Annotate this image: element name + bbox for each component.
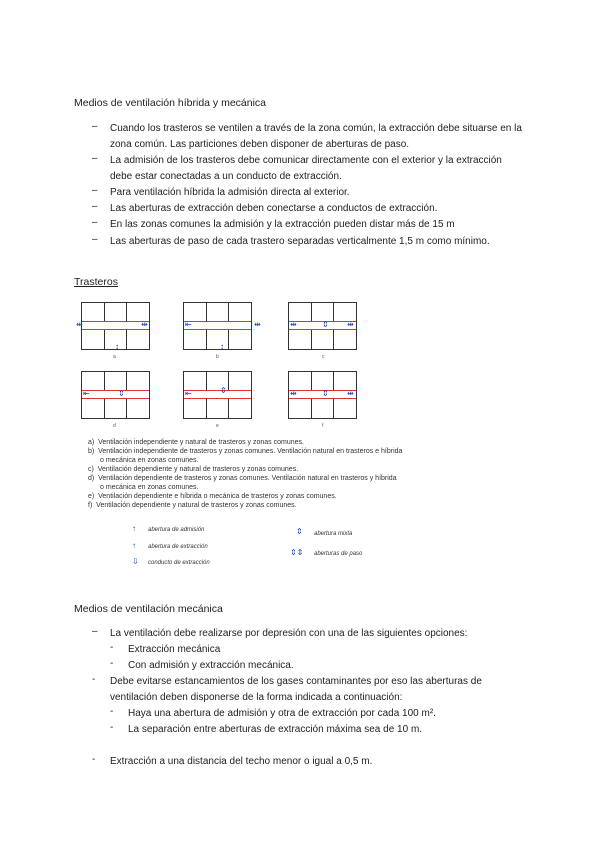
mixed-opening-icon: ⇹ (141, 320, 148, 329)
list-item: Extracción a una distancia del techo menor o igual a 0,5 m. (110, 756, 373, 767)
bullet-dash: – (92, 185, 98, 196)
passage-opening-icon: ⇕ (322, 389, 329, 398)
passage-opening-icon: ⇕⇕ (290, 548, 304, 557)
bullet-dash: - (110, 722, 114, 733)
passage-opening-icon: ⇕ (322, 320, 329, 329)
diagram-label: c (322, 354, 325, 360)
mixed-opening-icon: ⇹ (347, 320, 354, 329)
figure-captions: a) Ventilación independiente y natural de trasteros y zonas comunes. b) Ventilación independiente de trasteros y zonas comunes. Ventilación natural en trasteros e híbrida o mecánica en zonas comunes. c) Ventilación dependiente y natural de trasteros y zonas comunes. d) Ventilación dependiente de trasteros y zonas comunes. Ventilación natural en trasteros y híbrida o mecánica en zonas comunes. e) Ventilación dependiente e híbrida o mecánica de trasteros y zonas comunes. f) Ventilación dependiente y natural de trasteros y zonas comunes. (88, 438, 448, 510)
section-title-mecanica: Medios de ventilación mecánica (74, 603, 223, 615)
caption-b: b) Ventilación independiente de trasteros y zonas comunes. Ventilación natural en trasteros e híbrida (88, 448, 403, 455)
diagram-a (76, 302, 150, 351)
mixed-opening-icon: ⇹ (254, 320, 261, 329)
bullet-dash: – (92, 234, 98, 245)
diagram-label: a (113, 354, 116, 360)
bullet-dash: – (92, 153, 98, 164)
passage-opening-icon: ⇕ (118, 389, 125, 398)
extraction-arrow-icon: ⇤ (185, 320, 192, 329)
list-item: Debe evitarse estancamientos de los gases contaminantes por eso las aberturas de ventilación deben disponerse de la forma indicada a continuación: (110, 676, 482, 703)
caption-a: a) Ventilación independiente y natural de trasteros y zonas comunes. (88, 439, 304, 446)
bullet-dash: – (92, 626, 98, 637)
bullet-dash: - (110, 642, 114, 653)
mixed-opening-icon: ⇹ (347, 389, 354, 398)
admission-arrow-icon: ↑ (132, 524, 136, 533)
bullet-dash: – (92, 201, 98, 212)
extraction-arrow-icon: ⇤ (83, 389, 90, 398)
diagram-label: b (216, 354, 219, 360)
list-item: Para ventilación híbrida la admisión directa al exterior. (110, 187, 350, 198)
sub-list-item: La separación entre aberturas de extracción máxima sea de 10 m. (128, 724, 423, 735)
sub-list-item: Haya una abertura de admisión y otra de extracción por cada 100 m². (128, 708, 436, 719)
bullet-dash: - (92, 754, 96, 765)
diagram-label: f (322, 423, 324, 429)
list-item: La ventilación debe realizarse por depresión con una de las siguientes opciones: (110, 628, 468, 639)
diagram-label: e (216, 423, 219, 429)
extraction-arrow-icon: ↑ (132, 541, 136, 550)
caption-d: d) Ventilación dependiente de trasteros y zonas comunes. Ventilación natural en trasteros y híbrida (88, 475, 397, 482)
section-title-hibrida: Medios de ventilación híbrida y mecánica (74, 97, 267, 109)
list-item: Cuando los trasteros se ventilen a través de la zona común, la extracción debe situarse en la zona común. Las particiones deben disponer de aberturas de paso. (110, 123, 522, 150)
bullet-dash: - (110, 658, 114, 669)
mixed-opening-icon: ⇹ (76, 320, 83, 329)
diagram-b (183, 302, 261, 351)
diagram-d (81, 371, 150, 419)
caption-e: e) Ventilación dependiente e híbrida o mecánica de trasteros y zonas comunes. (88, 493, 337, 500)
mixed-opening-icon: ⇹ (290, 320, 297, 329)
duct-icon: ⇩ (132, 557, 139, 566)
diagram-label: d (113, 423, 116, 429)
bullet-dash: – (92, 217, 98, 228)
diagram-f (288, 371, 357, 419)
diagram-e (183, 371, 252, 419)
extraction-arrow-icon: ⇤ (185, 389, 192, 398)
admission-arrow-icon: ↕ (115, 342, 119, 351)
admission-arrow-icon: ↕ (220, 342, 224, 351)
list-item: Las aberturas de paso de cada trastero separadas verticalmente 1,5 m como mínimo. (110, 236, 490, 247)
list-item: Las aberturas de extracción deben conectarse a conductos de extracción. (110, 203, 438, 214)
diagram-c (288, 302, 357, 350)
mixed-opening-icon: ⇕ (296, 527, 303, 536)
list-item: En las zonas comunes la admisión y la extracción pueden distar más de 15 m (110, 219, 455, 230)
caption-c: c) Ventilación dependiente y natural de trasteros y zonas comunes. (88, 466, 299, 473)
caption-f: f) Ventilación dependiente y natural de trasteros y zonas comunes. (88, 502, 297, 509)
figure-title: Trasteros (74, 276, 118, 288)
sub-list-item: Extracción mecánica (128, 644, 221, 655)
list-item: La admisión de los trasteros debe comunicar directamente con el exterior y la extracción debe estar conectadas a un conducto de extracción. (110, 155, 502, 182)
bullet-dash: - (92, 674, 96, 685)
sub-list-item: Con admisión y extracción mecánica. (128, 660, 294, 671)
bullet-dash: – (92, 121, 98, 132)
bullet-dash: - (110, 706, 114, 717)
mixed-opening-icon: ⇹ (290, 389, 297, 398)
passage-opening-icon: ⇕ (220, 386, 227, 395)
